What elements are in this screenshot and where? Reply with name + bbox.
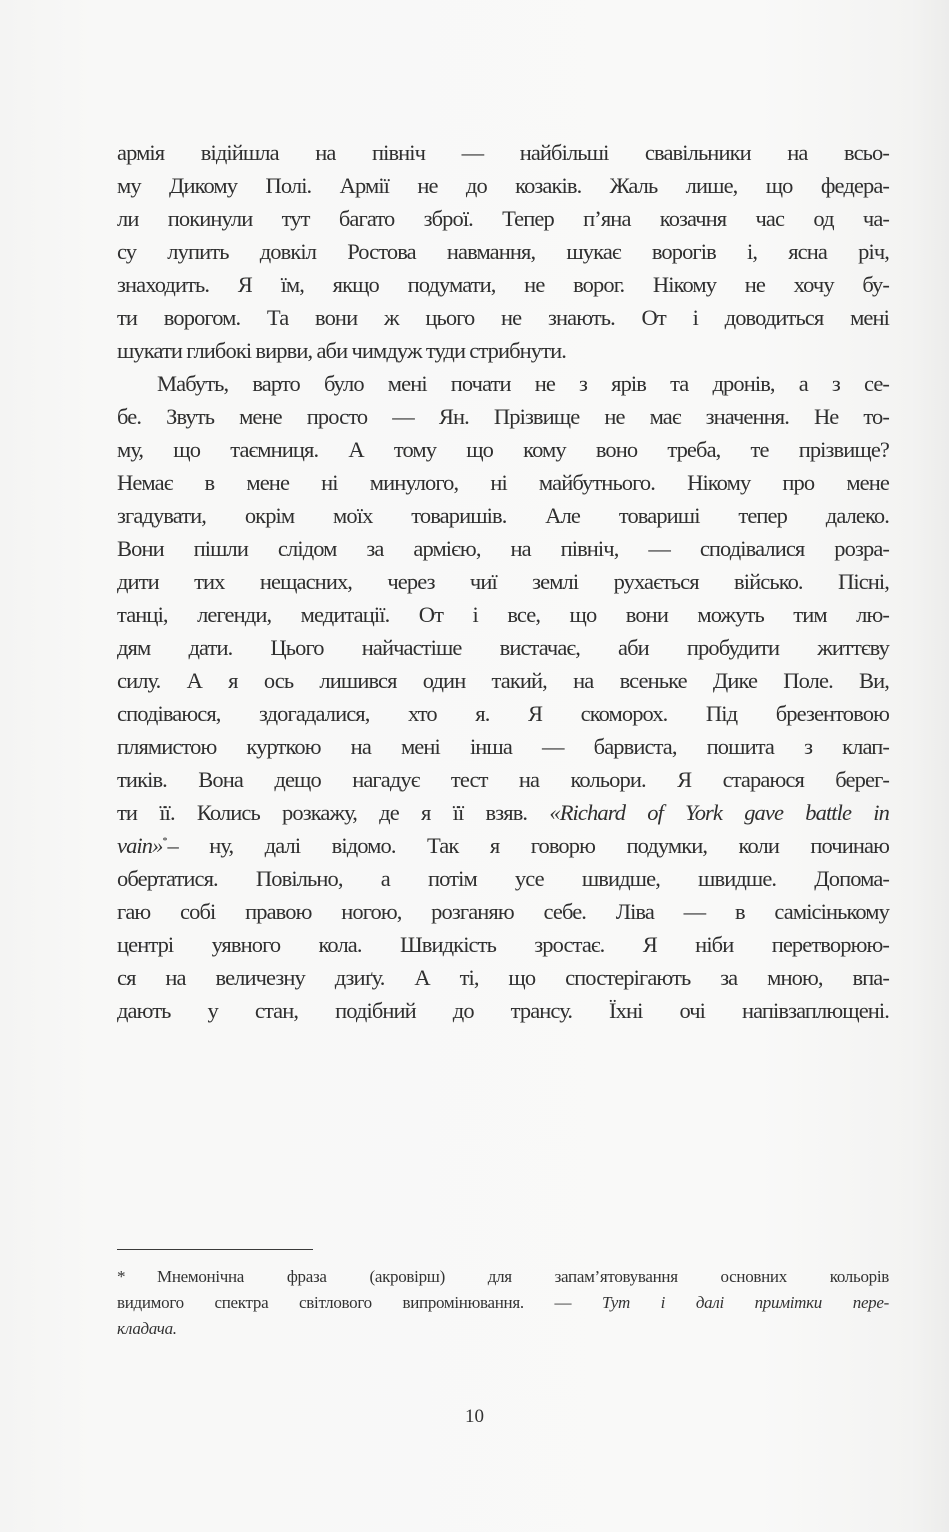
text-line: дити тих нещасних, через чиї землі рухається військо. Пісні,: [117, 569, 889, 594]
text-line: ли покинули тут багато зброї. Тепер п’яна козачня час од ча-: [117, 206, 889, 231]
text-line: армія відійшла на північ — найбільші свавільники на всьо-: [117, 140, 889, 165]
page-number: 10: [465, 1406, 484, 1427]
text-line-with-footnote-ref: [117, 829, 889, 862]
footnote-marker: *: [117, 1267, 126, 1286]
text-line: бе. Звуть мене просто — Ян. Прізвище не має значення. Не то-: [117, 404, 889, 429]
text-segment: ти її. Колись розкажу, де я її взяв.: [117, 800, 550, 825]
footnote-line: [117, 1264, 889, 1290]
text-line: су лупить довкіл Ростова навмання, шукає ворогів і, ясна річ,: [117, 239, 889, 264]
paragraph-start-line: Мабуть, варто було мені почати не з ярів та дронів, а з се-: [157, 371, 889, 396]
text-line: гаю собі правою ногою, розганяю себе. Ліва — в самісінькому: [117, 899, 889, 924]
text-line-with-quote: [117, 796, 889, 829]
translator-note: Тут і далі примітки пере-: [601, 1293, 889, 1312]
text-line: Вони пішли слідом за армією, на північ, — сподівалися розра-: [117, 536, 889, 561]
footnote: [117, 1264, 889, 1342]
english-quote: «Richard of York gave battle in: [549, 800, 889, 825]
main-text: [117, 136, 889, 1027]
english-quote-end: vain»: [117, 833, 163, 858]
text-line: обертатися. Повільно, а потім усе швидше, швидше. Допома-: [117, 866, 889, 891]
text-line: шукати глибокі вирви, аби чимдуж туди стрибнути.: [117, 338, 566, 363]
footnote-divider: [117, 1249, 313, 1250]
text-line: тиків. Вона дещо нагадує тест на кольори. Я стараюся берег-: [117, 767, 889, 792]
footnote-line: кладача.: [117, 1319, 177, 1338]
text-line: дям дати. Цього найчастіше вистачає, аби пробудити життєву: [117, 635, 889, 660]
footnote-line: [117, 1290, 889, 1316]
text-line: му, що таємниця. А тому що кому воно треба, те прізвище?: [117, 437, 889, 462]
footnote-text: видимого спектра світлового випромінювання. —: [117, 1293, 602, 1312]
text-line: му Дикому Полі. Армії не до козаків. Жаль лише, що федера-: [117, 173, 889, 198]
text-line: ся на величезну дзиґу. А ті, що спостерігають за мною, впа-: [117, 965, 889, 990]
text-line: знаходить. Я їм, якщо подумати, не ворог. Нікому не хочу бу-: [117, 272, 889, 297]
footnote-text: Мнемонічна фраза (акровірш) для запам’ятовування основних кольорів: [157, 1267, 889, 1286]
text-line: сподіваюся, здогадалися, хто я. Я скоморох. Під брезентовою: [117, 701, 889, 726]
text-line: плямистою курткою на мені інша — барвиста, пошита з клап-: [117, 734, 889, 759]
text-line: згадувати, окрім моїх товаришів. Але товариші тепер далеко.: [117, 503, 889, 528]
text-line: ти ворогом. Та вони ж цього не знають. От і доводиться мені: [117, 305, 889, 330]
text-line: дають у стан, подібний до трансу. Їхні очі напівзаплющені.: [117, 998, 889, 1023]
text-line: танці, легенди, медитації. От і все, що вони можуть тим лю-: [117, 602, 889, 627]
text-line: силу. А я ось лишився один такий, на всеньке Дике Поле. Ви,: [117, 668, 889, 693]
text-segment: – ну, далі відомо. Так я говорю подумки, коли починаю: [167, 833, 889, 858]
text-line: центрі уявного кола. Швидкість зростає. Я ніби перетворюю-: [117, 932, 889, 957]
footnote-reference[interactable]: *: [162, 836, 168, 847]
text-line: Немає в мене ні минулого, ні майбутнього. Нікому про мене: [117, 470, 889, 495]
